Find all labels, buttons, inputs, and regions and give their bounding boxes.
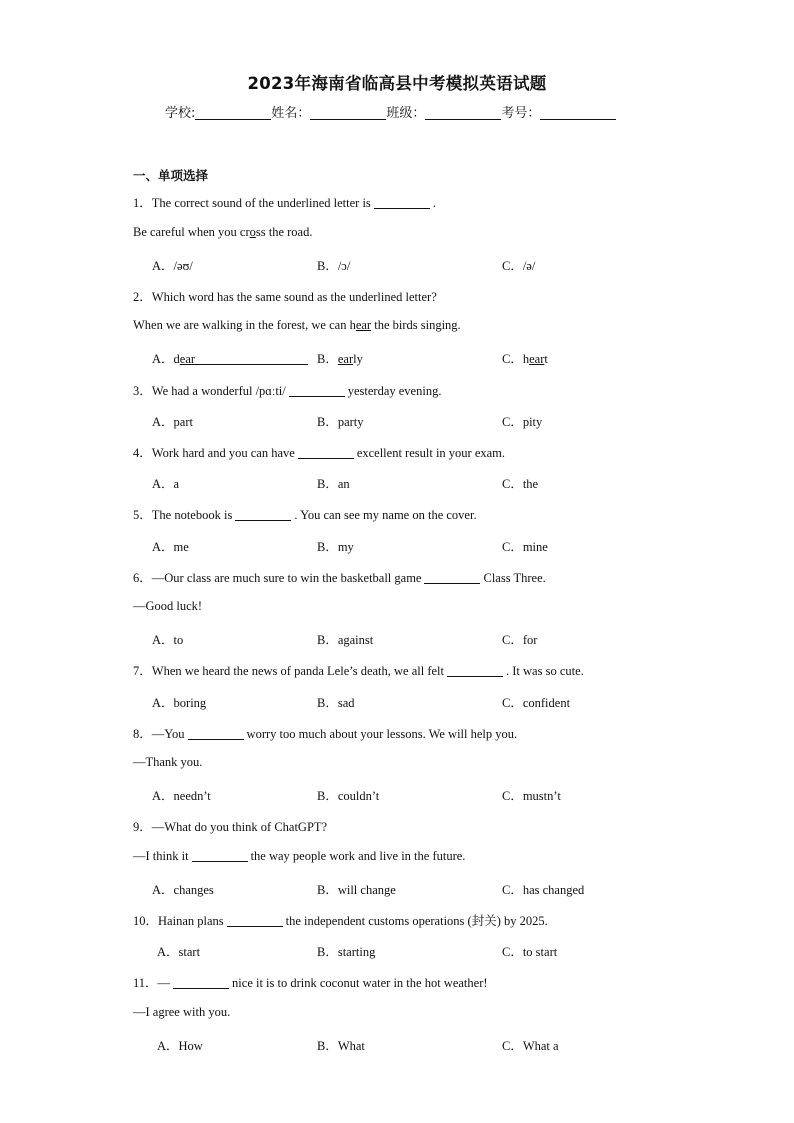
question-number: 4．	[133, 446, 152, 460]
option-prefix: A．d	[152, 352, 180, 366]
option-underlined: ear	[529, 352, 545, 366]
option-suffix: ly	[353, 352, 363, 366]
answer-blank[interactable]	[447, 664, 503, 677]
underlined-letter: o	[249, 225, 256, 239]
question-8	[133, 724, 517, 742]
answer-blank[interactable]	[374, 196, 430, 209]
question-number: 8．	[133, 727, 152, 741]
question-text: Hainan plans	[158, 914, 224, 928]
option-a[interactable]: A．part	[152, 415, 193, 429]
question-9	[133, 817, 327, 835]
reply-text-tail: the way people work and live in the future.	[250, 849, 466, 863]
option-a[interactable]: A．me	[152, 540, 189, 554]
option-a[interactable]: A．a	[152, 477, 180, 491]
option-c[interactable]: C．mine	[502, 540, 548, 554]
option-a[interactable]: A．/əʊ/	[152, 259, 193, 273]
id-blank[interactable]	[540, 105, 616, 120]
answer-blank[interactable]	[173, 976, 229, 989]
sentence-text: Be careful when you cr	[133, 225, 250, 239]
class-label: 班级：	[386, 106, 426, 121]
question-text-tail: excellent result in your exam.	[356, 446, 506, 460]
question-number: 1．	[133, 196, 152, 210]
answer-blank[interactable]	[424, 571, 480, 584]
question-text-tail: . It was so cute.	[506, 664, 584, 678]
school-label: 学校:	[165, 106, 196, 121]
question-number: 9．	[133, 820, 152, 834]
underlined-letter: ear	[355, 318, 372, 332]
question-text-tail: .	[432, 196, 436, 210]
option-prefix: B．	[317, 352, 338, 366]
option-c[interactable]: C．/ə/	[502, 259, 536, 273]
question-2-sentence	[133, 318, 461, 333]
question-5	[133, 505, 477, 523]
option-a[interactable]: A．changes	[152, 883, 214, 897]
question-text-tail: nice it is to drink coconut water in the hot weather!	[232, 976, 488, 990]
question-text: —Our class are much sure to win the basketball game	[151, 571, 422, 585]
option-b[interactable]: B．an	[317, 477, 350, 491]
sentence-text-tail: ss the road.	[255, 225, 313, 239]
option-b[interactable]: B．against	[317, 633, 374, 647]
question-10	[133, 911, 548, 929]
question-9-reply	[133, 849, 465, 864]
option-a[interactable]	[152, 349, 308, 367]
sentence-text: When we are walking in the forest, we can h	[133, 318, 356, 332]
question-11	[133, 973, 488, 991]
question-number: 3．	[133, 384, 152, 398]
option-c[interactable]: C．What a	[502, 1039, 559, 1053]
option-c[interactable]: C．to start	[502, 945, 558, 959]
question-text: The correct sound of the underlined letter is	[151, 196, 371, 210]
option-b[interactable]: B．sad	[317, 696, 355, 710]
answer-blank[interactable]	[289, 384, 345, 397]
option-underlined: ear	[337, 352, 354, 366]
answer-blank[interactable]	[298, 446, 354, 459]
option-b[interactable]: B．will change	[317, 883, 396, 897]
question-text: —	[157, 976, 171, 990]
question-text: —You	[151, 727, 185, 741]
option-c[interactable]	[502, 349, 548, 367]
option-b[interactable]: B．party	[317, 415, 364, 429]
option-a[interactable]: A．start	[157, 945, 201, 959]
question-number: 6．	[133, 571, 152, 585]
name-blank[interactable]	[310, 105, 386, 120]
option-b[interactable]: B．What	[317, 1039, 365, 1053]
question-text: The notebook is	[151, 508, 233, 522]
answer-blank[interactable]	[192, 849, 248, 862]
question-1	[133, 193, 436, 211]
question-6	[133, 568, 546, 586]
answer-blank[interactable]	[235, 508, 291, 521]
option-underlined: ear	[179, 352, 196, 366]
name-label: 姓名：	[271, 106, 311, 121]
school-blank[interactable]	[195, 105, 271, 120]
sentence-text-tail: the birds singing.	[371, 318, 461, 332]
question-text-tail: the independent customs operations (封关) by 2025.	[285, 914, 548, 928]
option-a[interactable]: A．How	[157, 1039, 203, 1053]
option-a[interactable]: A．needn’t	[152, 789, 211, 803]
option-suffix: t	[544, 352, 548, 366]
question-text-tail: worry too much about your lessons. We will help you.	[246, 727, 518, 741]
option-c[interactable]: C．confident	[502, 696, 571, 710]
question-text: We had a wonderful /pɑːti/	[151, 384, 286, 398]
section-heading: 一、单项选择	[133, 168, 209, 183]
question-number: 11．	[133, 976, 158, 990]
option-b[interactable]: B．couldn’t	[317, 789, 380, 803]
option-b[interactable]: B．starting	[317, 945, 376, 959]
option-b[interactable]: B．/ɔ/	[317, 259, 351, 273]
student-info-line	[165, 102, 616, 121]
question-text-tail: . You can see my name on the cover.	[294, 508, 477, 522]
question-4	[133, 443, 505, 461]
question-2	[133, 287, 437, 305]
reply-text: —I think it	[133, 849, 189, 863]
question-3	[133, 381, 441, 399]
question-text: —What do you think of ChatGPT?	[151, 820, 328, 834]
option-a[interactable]: A．boring	[152, 696, 207, 710]
option-underline-rule	[195, 352, 308, 365]
id-label: 考号：	[501, 106, 541, 121]
option-prefix: C．h	[502, 352, 530, 366]
option-b[interactable]: B．my	[317, 540, 354, 554]
question-text: When we heard the news of panda Lele’s death, we all felt	[151, 664, 445, 678]
option-c[interactable]: C．the	[502, 477, 539, 491]
option-c[interactable]: C．for	[502, 633, 538, 647]
class-blank[interactable]	[425, 105, 501, 120]
page-title: 2023年海南省临高县中考模拟英语试题	[247, 74, 547, 93]
option-c[interactable]: C．has changed	[502, 883, 585, 897]
option-a[interactable]: A．to	[152, 633, 184, 647]
question-number: 2．	[133, 290, 152, 304]
answer-blank[interactable]	[227, 914, 283, 927]
question-number: 5．	[133, 508, 152, 522]
question-text-tail: Class Three.	[483, 571, 546, 585]
option-c[interactable]: C．pity	[502, 415, 543, 429]
question-7	[133, 661, 584, 679]
question-11-reply: —I agree with you.	[133, 1005, 231, 1019]
question-8-reply: —Thank you.	[133, 755, 203, 769]
question-text: Work hard and you can have	[151, 446, 295, 460]
question-number: 7．	[133, 664, 152, 678]
question-6-reply: —Good luck!	[133, 599, 203, 613]
option-c[interactable]: C．mustn’t	[502, 789, 561, 803]
answer-blank[interactable]	[188, 727, 244, 740]
question-1-sentence	[133, 225, 312, 240]
question-text-tail: yesterday evening.	[347, 384, 442, 398]
question-number: 10．	[133, 914, 159, 928]
option-b[interactable]	[317, 349, 363, 367]
question-text: Which word has the same sound as the underlined letter?	[151, 290, 437, 304]
